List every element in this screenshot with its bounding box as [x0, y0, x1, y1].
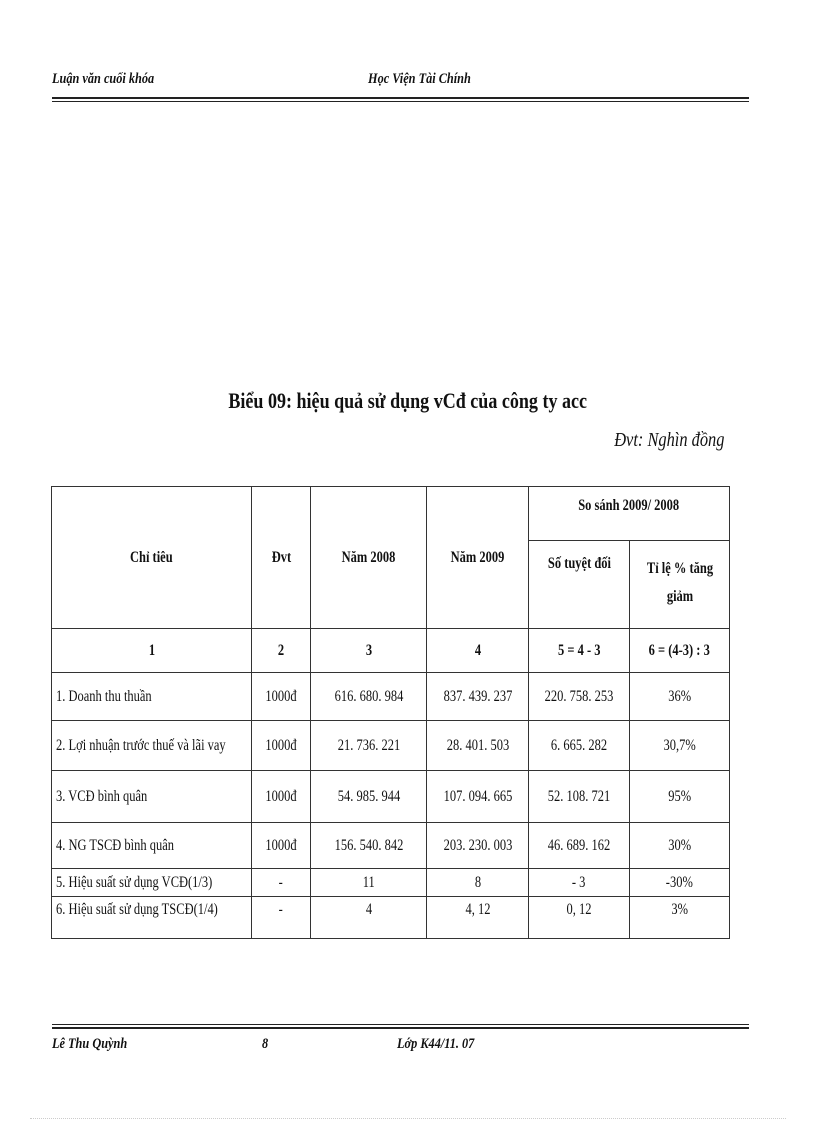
table-cell: 46. 689. 162	[529, 823, 630, 869]
header-rule-top	[52, 97, 749, 99]
table-cell: 3%	[630, 897, 730, 939]
table-cell: 203. 230. 003	[427, 823, 529, 869]
header-dvt: Đvt	[252, 487, 311, 629]
table-cell: 4, 12	[427, 897, 529, 939]
header-rule-bottom	[52, 101, 749, 102]
footer-author: Lê Thu Quỳnh	[52, 1036, 128, 1052]
table-cell: 28. 401. 503	[427, 721, 529, 771]
table-cell: 2	[252, 629, 311, 673]
table-row	[52, 673, 730, 721]
table-cell: 1	[52, 629, 252, 673]
header-so-sanh: So sánh 2009/ 2008	[529, 487, 730, 541]
header-nam-2008: Năm 2008	[311, 487, 427, 629]
table-cell: 3. VCĐ bình quân	[52, 771, 252, 823]
table-cell: 0, 12	[529, 897, 630, 939]
page-bottom-dots	[30, 1118, 786, 1119]
table-cell: -	[252, 897, 311, 939]
table-cell: -	[252, 869, 311, 897]
table-cell: 95%	[630, 771, 730, 823]
table-cell: 1000đ	[252, 823, 311, 869]
table-cell: 220. 758. 253	[529, 673, 630, 721]
table-row	[52, 823, 730, 869]
header-left: Luận văn cuối khóa	[52, 71, 155, 87]
footer-page-number: 8	[262, 1036, 269, 1052]
footer-class: Lớp K44/11. 07	[397, 1036, 475, 1052]
table-cell: 4	[427, 629, 529, 673]
table-row	[52, 721, 730, 771]
table-cell: 1000đ	[252, 721, 311, 771]
table-cell: 36%	[630, 673, 730, 721]
table-cell: -30%	[630, 869, 730, 897]
footer-rule-bottom	[52, 1027, 749, 1029]
table-cell: 52. 108. 721	[529, 771, 630, 823]
table-cell: 156. 540. 842	[311, 823, 427, 869]
efficiency-table	[51, 486, 730, 939]
table-cell: 4. NG TSCĐ bình quân	[52, 823, 252, 869]
header-ti-le: Tỉ lệ % tăng giảm	[630, 541, 730, 629]
table-cell: - 3	[529, 869, 630, 897]
table-cell: 11	[311, 869, 427, 897]
table-cell: 5. Hiệu suất sử dụng VCĐ(1/3)	[52, 869, 252, 897]
header-nam-2009: Năm 2009	[427, 487, 529, 629]
table-cell: 8	[427, 869, 529, 897]
header-tuyet-doi: Số tuyệt đối	[529, 541, 630, 629]
table-cell: 837. 439. 237	[427, 673, 529, 721]
header-chi-tieu: Chỉ tiêu	[52, 487, 252, 629]
table-cell: 6 = (4-3) : 3	[630, 629, 730, 673]
table-cell: 54. 985. 944	[311, 771, 427, 823]
page-title: Biểu 09: hiệu quả sử dụng vCđ của công ty acc	[228, 388, 588, 413]
header-center: Học Viện Tài Chính	[368, 71, 471, 87]
table-row	[52, 897, 730, 939]
table-cell: 616. 680. 984	[311, 673, 427, 721]
table-cell: 1000đ	[252, 673, 311, 721]
table-cell: 30%	[630, 823, 730, 869]
table-cell: 21. 736. 221	[311, 721, 427, 771]
table-cell: 6. Hiệu suất sử dụng TSCĐ(1/4)	[52, 897, 252, 939]
table-cell: 6. 665. 282	[529, 721, 630, 771]
table-index-row	[52, 629, 730, 673]
table-cell: 5 = 4 - 3	[529, 629, 630, 673]
table-cell: 1000đ	[252, 771, 311, 823]
table-cell: 30,7%	[630, 721, 730, 771]
table-cell: 2. Lợi nhuận trước thuế và lãi vay	[52, 721, 252, 771]
table-cell: 107. 094. 665	[427, 771, 529, 823]
table-cell: 1. Doanh thu thuần	[52, 673, 252, 721]
table-row	[52, 771, 730, 823]
table-cell: 3	[311, 629, 427, 673]
table-row	[52, 869, 730, 897]
footer-rule-top	[52, 1024, 749, 1025]
table-cell: 4	[311, 897, 427, 939]
unit-label: Đvt: Nghìn đồng	[613, 429, 724, 451]
